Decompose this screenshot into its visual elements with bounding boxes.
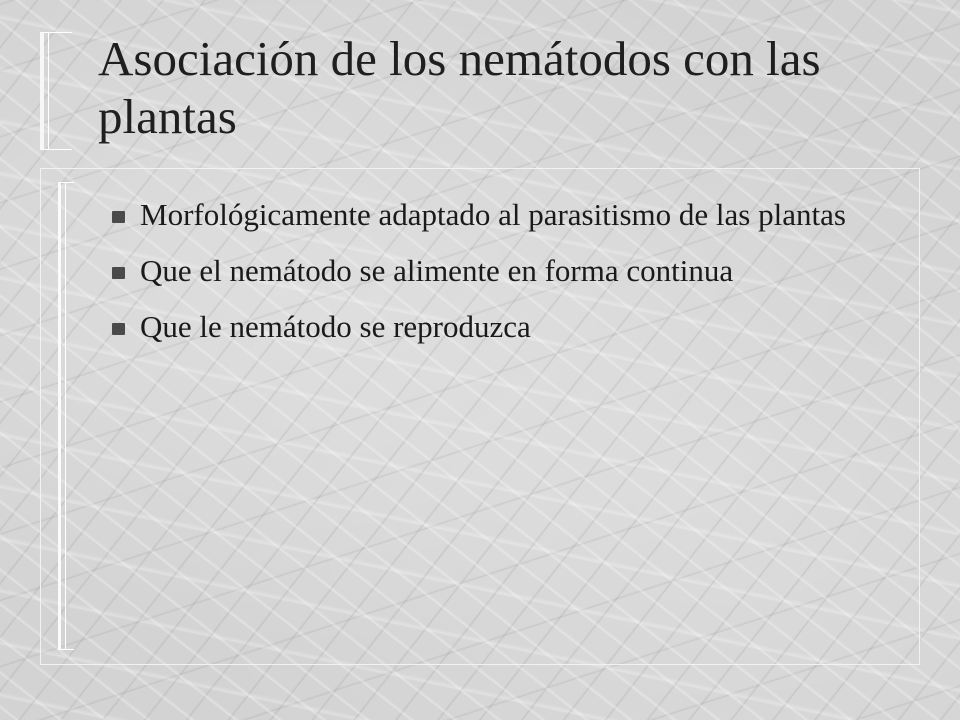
- square-bullet-icon: [112, 267, 125, 279]
- slide-title: Asociación de los nemátodos con las plantas: [98, 31, 821, 144]
- bullet-text: Que el nemátodo se alimente en forma continua: [140, 253, 734, 288]
- content-accent-bracket: [58, 182, 74, 650]
- square-bullet-icon: [112, 323, 125, 335]
- bullet-list: [108, 196, 888, 364]
- title-accent-bracket: [40, 32, 72, 150]
- bullet-item: [108, 252, 888, 289]
- bullet-item: [108, 308, 888, 345]
- bullet-text: Que le nemátodo se reproduzca: [140, 309, 531, 344]
- bullet-text: Morfológicamente adaptado al parasitismo de las plantas: [140, 197, 846, 232]
- bullet-item: [108, 196, 888, 233]
- square-bullet-icon: [112, 211, 125, 223]
